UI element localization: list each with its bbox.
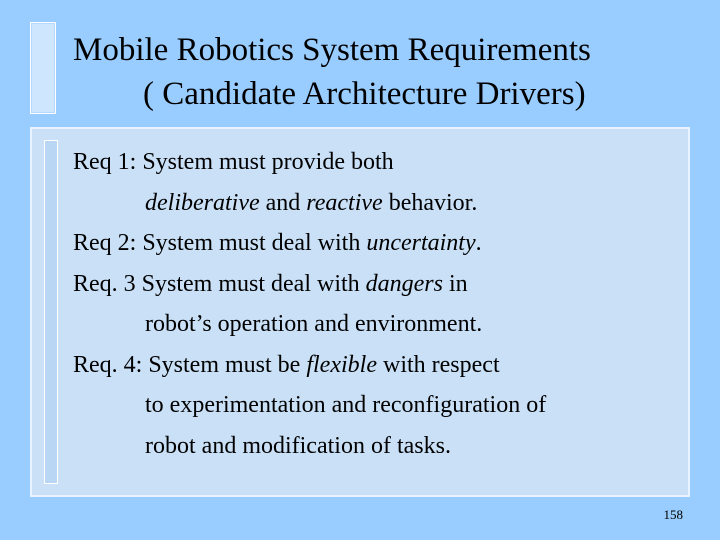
page-number: 158 [663, 507, 683, 522]
text-run: robot’s operation and environment. [145, 311, 483, 337]
text-run: . [475, 230, 482, 256]
emphasis-text: flexible [306, 351, 377, 378]
requirement-2-line-1 [73, 223, 673, 264]
text-run: with respect [376, 351, 500, 378]
text-run: in [443, 270, 468, 297]
panel-accent-bar [44, 140, 58, 484]
emphasis-text: reactive [306, 189, 383, 216]
title-line-1: Mobile Robotics System Requirements [73, 32, 591, 68]
text-run: robot and modification of tasks. [145, 432, 451, 459]
requirement-4-line-2 [73, 385, 673, 426]
slide-title [73, 28, 693, 116]
emphasis-text: dangers [365, 270, 443, 297]
emphasis-text: uncertainty [366, 230, 476, 256]
requirement-1-line-2 [73, 183, 673, 224]
text-run: Req. 3 System must deal with [73, 270, 366, 297]
requirements-list [73, 142, 673, 466]
requirement-3-line-1 [73, 264, 673, 305]
text-run: behavior. [382, 189, 478, 216]
text-run: Req 2: System must deal with [73, 230, 367, 256]
title-line-2: ( Candidate Architecture Drivers) [143, 76, 586, 112]
text-run: Req. 4: System must be [73, 351, 307, 378]
text-run: to experimentation and reconfiguration of [145, 392, 547, 418]
text-run: and [259, 189, 307, 216]
requirement-4-line-1 [73, 345, 673, 386]
requirement-3-line-2 [73, 304, 673, 345]
requirement-4-line-3 [73, 426, 673, 467]
title-decoration-bar [30, 22, 56, 114]
emphasis-text: deliberative [145, 189, 260, 216]
requirement-1-line-1 [73, 142, 673, 183]
text-run: Req 1: System must provide both [73, 149, 394, 175]
